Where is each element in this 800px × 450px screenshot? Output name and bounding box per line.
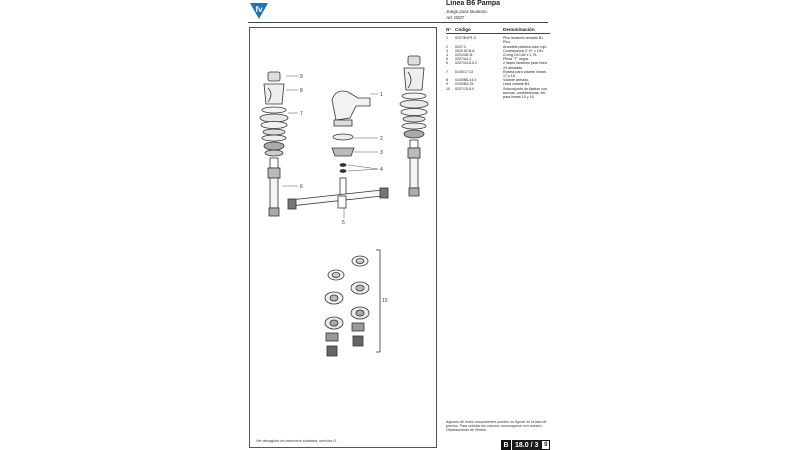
- page-badge: [501, 440, 550, 450]
- row-name: O-ring D10,82 x 1,78.: [503, 53, 538, 58]
- table-row: [446, 87, 550, 100]
- row-code: 0520.6CN.A: [455, 48, 475, 53]
- row-number: 2: [446, 44, 448, 49]
- callout-4: 4: [380, 167, 383, 173]
- row-number: 8: [446, 78, 448, 83]
- row-name: Letra volante B4.: [503, 82, 531, 87]
- row-number: 4: [446, 53, 448, 58]
- header-rule: [248, 22, 548, 23]
- page-title: Línea B6 Pampa: [446, 0, 501, 7]
- row-code: 0100/B4.15: [455, 82, 474, 87]
- callout-6: 6: [300, 184, 303, 190]
- callout-7: 7: [300, 111, 303, 117]
- t-pipe: [288, 188, 388, 209]
- row-number: 1: [446, 36, 448, 41]
- parts-table: [446, 28, 550, 99]
- fixing-kit: [325, 250, 380, 356]
- row-code: 0207/24.6.0.2: [455, 61, 477, 66]
- right-handle-assembly: [400, 56, 428, 196]
- row-number: 10: [446, 86, 450, 91]
- section-letter: B: [501, 440, 511, 450]
- callout-2: 2: [380, 136, 383, 142]
- row-name: Roseta para volante líneas 17 y 18.: [503, 69, 546, 79]
- row-number: 7: [446, 69, 448, 74]
- row-number: 3: [446, 48, 448, 53]
- spout-assembly: [332, 91, 370, 198]
- row-name: Arandela plástica color rojo.: [503, 44, 548, 49]
- availability-note: Algunos de estos componentes pueden no figurar en la lista de precios. Para solicitar los mismos comuníquese con nuestro Departamento de Ventas.: [446, 420, 547, 433]
- row-name: Volante armado.: [503, 78, 530, 83]
- table-row: [446, 61, 550, 69]
- callout-3: 3: [380, 150, 383, 156]
- left-handle-assembly: [260, 72, 288, 216]
- article-number: Art. 0207: [446, 15, 465, 20]
- row-code: 0207.2: [455, 44, 466, 49]
- callout-8: 8: [300, 88, 303, 94]
- diagram-drawing: [250, 28, 436, 447]
- row-code: 0201/48.11: [455, 53, 473, 58]
- row-code: 0207/B1P1.0: [455, 36, 476, 41]
- row-name: Contratuerca G ½" x 14h.: [503, 48, 544, 53]
- callout-5: 5: [342, 220, 345, 226]
- header-number: N°: [446, 27, 452, 32]
- callout-9: 9: [300, 74, 303, 80]
- row-code: 0207/A1.2: [455, 57, 472, 62]
- row-code: 0100/B6.14.0: [455, 78, 477, 83]
- row-code: 0100/17.13: [455, 69, 473, 74]
- logo-text: fv: [255, 5, 263, 14]
- table-row: [446, 36, 550, 44]
- row-name: Pieza "T" negra.: [503, 57, 529, 62]
- fv-logo: [248, 1, 270, 21]
- row-number: 9: [446, 82, 448, 87]
- header-name: Denominación: [503, 27, 535, 32]
- diagram-footnote: Ver desagües en broncería sanitaria, sección G.: [256, 439, 338, 443]
- callout-10: 10: [382, 298, 388, 304]
- row-code: 0207/15.8.0: [455, 86, 474, 91]
- row-name: Subconjunto de fijación con tuercas, contratuercas, etc. para líneas 15 y 16.: [503, 86, 547, 100]
- page-subtitle: Juego para lavatorio.: [446, 9, 489, 14]
- row-number: 5: [446, 57, 448, 62]
- page-number: 0: [541, 440, 550, 450]
- section-code: 18.0 / 3: [511, 440, 541, 450]
- exploded-diagram: [249, 27, 437, 448]
- row-name: Pico lavatorio armado B1 Plus.: [503, 36, 544, 45]
- parts-table-header: [446, 28, 550, 34]
- row-number: 6: [446, 61, 448, 66]
- row-name: 2 llaves lavatorio para línea 24 armadas.: [503, 61, 547, 70]
- header-code: Código: [455, 27, 471, 32]
- table-row: [446, 70, 550, 78]
- callout-1: 1: [380, 92, 383, 98]
